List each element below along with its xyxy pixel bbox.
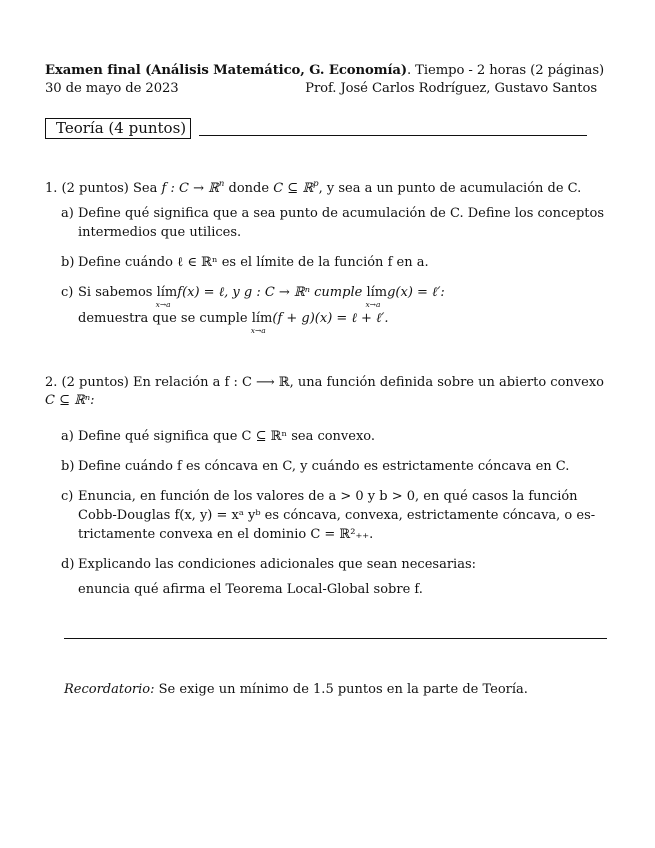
- q1-statement: [45, 175, 581, 198]
- q2c-line3: trictamente convexa en el dominio C = ℝ²₊₊.: [78, 527, 374, 542]
- header-title: Examen final (Análisis Matemático, G. Economía): [45, 63, 407, 78]
- q2d-label: d): [61, 557, 75, 572]
- header-professors: Prof. José Carlos Rodríguez, Gustavo Santos: [305, 81, 597, 96]
- reminder-text: Se exige un mínimo de 1.5 puntos en la parte de Teoría.: [154, 682, 528, 697]
- q2d-line1: Explicando las condiciones adicionales que sean necesarias:: [78, 557, 476, 572]
- q1a-line1: Define qué significa que a sea punto de acumulación de C. Define los conceptos: [78, 206, 605, 221]
- header-date: 30 de mayo de 2023: [45, 81, 179, 96]
- q2a-label: a): [61, 429, 74, 444]
- q2-statement: [45, 374, 604, 392]
- q1c-line2: [78, 310, 389, 335]
- q1c-line1: [78, 284, 445, 309]
- q1c-line2-pre: demuestra que se cumple: [78, 311, 248, 326]
- section-title: Teoría (4 puntos): [56, 119, 187, 137]
- bottom-rule: [64, 638, 607, 639]
- reminder-label: Recordatorio:: [64, 682, 155, 697]
- q1a-line2: intermedios que utilices.: [78, 225, 242, 240]
- q2-line1: En relación a f : C ⟶ ℝ, una función definida sobre un abierto convexo: [133, 375, 604, 390]
- section-rule: [199, 135, 587, 136]
- q2-number: 2.: [45, 375, 58, 390]
- q1-number: 1.: [45, 181, 58, 196]
- q1c-f: f(x) = ℓ, y g : C → ℝⁿ cumple: [177, 285, 363, 300]
- q1-text-mid: donde: [228, 181, 270, 196]
- q1c-lim-g: lím x→a: [365, 285, 388, 309]
- q2b-text: Define cuándo f es cóncava en C, y cuándo es estrictamente cóncava en C.: [78, 459, 570, 474]
- q1c-lim-sum: lím x→a: [250, 311, 273, 335]
- q1c-label: c): [61, 285, 74, 300]
- header-title-line: [45, 62, 604, 80]
- q2c-label: c): [61, 489, 74, 504]
- q2b-label: b): [61, 459, 75, 474]
- q2-points: (2 puntos): [61, 375, 129, 390]
- q1c-lim-f: lím x→a: [155, 285, 178, 309]
- q1b-label: b): [61, 255, 75, 270]
- header-time: . Tiempo - 2 horas (2 páginas): [407, 63, 605, 78]
- q1c-pre: Si sabemos: [78, 285, 153, 300]
- q1c-sum: (f + g)(x) = ℓ + ℓ′.: [272, 311, 389, 326]
- q2a-text: Define qué significa que C ⊆ ℝⁿ sea convexo.: [78, 429, 376, 444]
- q2c-line2: Cobb-Douglas f(x, y) = xᵃ yᵇ es cóncava, convexa, estrictamente cóncava, o es-: [78, 508, 596, 523]
- q1a-label: a): [61, 206, 74, 221]
- q1b-text: Define cuándo ℓ ∈ ℝⁿ es el límite de la función f en a.: [78, 255, 429, 270]
- section-title-box: [45, 118, 191, 139]
- q1-text-pre: Sea: [133, 181, 158, 196]
- q1-points: (2 puntos): [61, 181, 129, 196]
- q1-formula2: C ⊆ ℝ$^p$: [273, 179, 319, 196]
- q2c-line1: Enuncia, en función de los valores de a > 0 y b > 0, en qué casos la función: [78, 489, 578, 504]
- q1-text-end: , y sea a un punto de acumulación de C.: [318, 181, 582, 196]
- q2-line2: C ⊆ ℝⁿ:: [45, 393, 95, 408]
- q2d-line2: enuncia qué afirma el Teorema Local-Global sobre f.: [78, 582, 423, 597]
- reminder: [64, 681, 528, 699]
- q1c-g: g(x) = ℓ′:: [387, 285, 445, 300]
- q1-formula: f : C → ℝ$^n$: [161, 179, 225, 196]
